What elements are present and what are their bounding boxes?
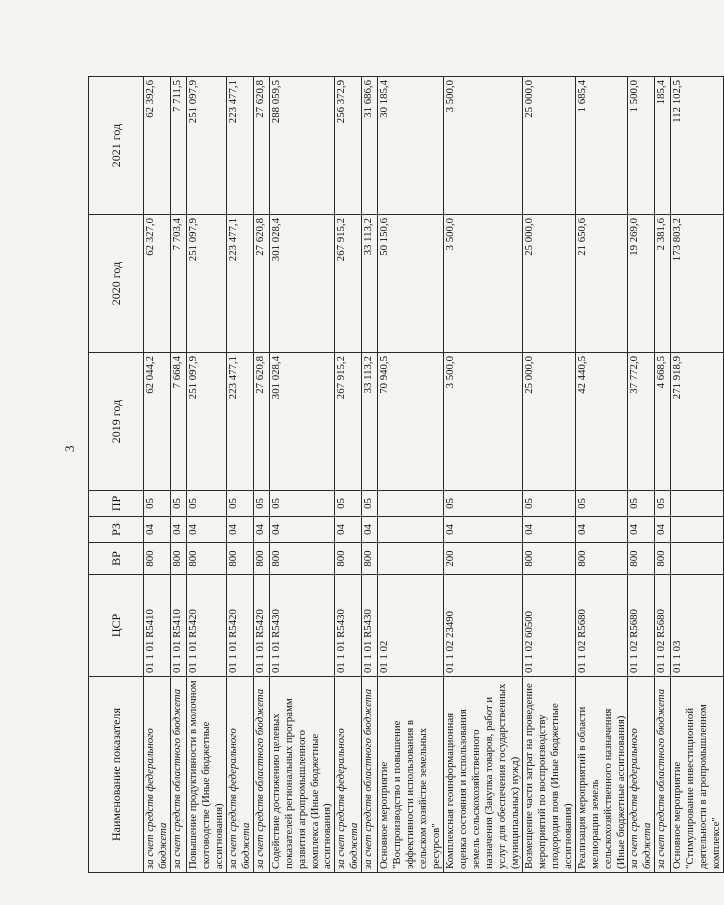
cell-name: Комплексная геоинформационная оценка состояния и использования земель сельскохозяйственного назначения (Закупка товаров, работ и услуг для обеспечения государственных (муниципальных) нужд): [444, 677, 523, 873]
table-row: [655, 77, 671, 873]
cell-2019: 3 500,0: [444, 353, 523, 491]
cell-pr: [378, 491, 444, 517]
cell-2019: 251 097,9: [186, 353, 226, 491]
cell-2021: 112 102,5: [671, 77, 724, 215]
cell-vr: 800: [170, 543, 186, 575]
cell-2021: 256 372,9: [335, 77, 362, 215]
table-row: [226, 77, 253, 873]
cell-2019: 7 668,4: [170, 353, 186, 491]
cell-csr: 01 1 03: [671, 575, 724, 677]
cell-vr: 800: [269, 543, 335, 575]
cell-2019: 70 940,5: [378, 353, 444, 491]
cell-csr: 01 1 01 R5410: [144, 575, 171, 677]
cell-2019: 25 000,0: [522, 353, 575, 491]
cell-2019: 33 113,2: [362, 353, 378, 491]
cell-vr: 800: [575, 543, 628, 575]
budget-table: [88, 76, 724, 873]
cell-pr: 05: [522, 491, 575, 517]
cell-2020: 50 150,6: [378, 215, 444, 353]
cell-name: Возмещение части затрат на проведение мероприятий по воспроизводству плодородия почв (Иные бюджетные ассигнования): [522, 677, 575, 873]
cell-csr: 01 1 02 R5680: [655, 575, 671, 677]
table-row: [628, 77, 655, 873]
cell-name: за счет средств областного бюджета: [362, 677, 378, 873]
cell-2021: 251 097,9: [186, 77, 226, 215]
cell-pr: 05: [575, 491, 628, 517]
cell-name: Основное мероприятие "Стимулирование инвестиционной деятельности в агропромышленном комплексе": [671, 677, 724, 873]
cell-2020: 267 915,2: [335, 215, 362, 353]
cell-pr: 05: [335, 491, 362, 517]
cell-csr: 01 1 01 R5420: [186, 575, 226, 677]
table-row: [269, 77, 335, 873]
cell-pr: 05: [226, 491, 253, 517]
cell-name: Повышение продуктивности в молочном скотоводстве (Иные бюджетные ассигнования): [186, 677, 226, 873]
cell-2020: 301 028,4: [269, 215, 335, 353]
cell-2019: 267 915,2: [335, 353, 362, 491]
cell-csr: 01 1 01 R5430: [269, 575, 335, 677]
cell-rz: 04: [362, 517, 378, 543]
cell-vr: 800: [226, 543, 253, 575]
cell-rz: 04: [655, 517, 671, 543]
cell-pr: 05: [186, 491, 226, 517]
cell-2019: 301 028,4: [269, 353, 335, 491]
cell-rz: 04: [628, 517, 655, 543]
cell-vr: 800: [655, 543, 671, 575]
cell-2021: 30 185,4: [378, 77, 444, 215]
cell-2021: 27 620,8: [253, 77, 269, 215]
page-number: 3: [62, 445, 77, 452]
cell-2019: 4 668,5: [655, 353, 671, 491]
cell-vr: 800: [628, 543, 655, 575]
cell-vr: 800: [186, 543, 226, 575]
cell-2020: 173 803,2: [671, 215, 724, 353]
cell-csr: 01 1 01 R5410: [170, 575, 186, 677]
cell-rz: [378, 517, 444, 543]
cell-rz: 04: [170, 517, 186, 543]
cell-pr: 05: [655, 491, 671, 517]
cell-csr: 01 1 02: [378, 575, 444, 677]
cell-2020: 21 650,6: [575, 215, 628, 353]
cell-2021: 7 711,5: [170, 77, 186, 215]
cell-vr: 800: [522, 543, 575, 575]
col-header-name: Наименование показателя: [89, 677, 144, 873]
cell-2020: 33 113,2: [362, 215, 378, 353]
cell-rz: 04: [444, 517, 523, 543]
cell-csr: 01 1 01 R5430: [335, 575, 362, 677]
col-header-2019: 2019 год: [89, 353, 144, 491]
cell-vr: 800: [144, 543, 171, 575]
cell-rz: 04: [144, 517, 171, 543]
cell-pr: [671, 491, 724, 517]
cell-name: за счет средств областного бюджета: [170, 677, 186, 873]
cell-2020: 19 269,0: [628, 215, 655, 353]
cell-pr: 05: [362, 491, 378, 517]
cell-csr: 01 1 01 R5430: [362, 575, 378, 677]
cell-rz: 04: [335, 517, 362, 543]
col-header-vr: ВР: [89, 543, 144, 575]
table-row: [253, 77, 269, 873]
col-header-2021: 2021 год: [89, 77, 144, 215]
table-row: [444, 77, 523, 873]
cell-name: Основное мероприятие "Воспроизводство и повышение эффективности использования в сельском хозяйстве земельных ресурсов": [378, 677, 444, 873]
cell-2019: 271 918,9: [671, 353, 724, 491]
col-header-pr: ПР: [89, 491, 144, 517]
cell-csr: 01 1 02 R5680: [628, 575, 655, 677]
cell-2020: 27 620,8: [253, 215, 269, 353]
cell-vr: 800: [362, 543, 378, 575]
cell-2021: 31 686,6: [362, 77, 378, 215]
cell-name: за счет средств федерального бюджета: [335, 677, 362, 873]
table-row: [362, 77, 378, 873]
table-row: [671, 77, 724, 873]
table-row: [575, 77, 628, 873]
cell-name: за счет средств областного бюджета: [655, 677, 671, 873]
cell-2020: 7 703,4: [170, 215, 186, 353]
cell-vr: [378, 543, 444, 575]
cell-2019: 27 620,8: [253, 353, 269, 491]
cell-name: Реализация мероприятий в области мелиорации земель сельскохозяйственного назначения (Иные бюджетные ассигнования): [575, 677, 628, 873]
cell-2020: 251 097,9: [186, 215, 226, 353]
table-row: [335, 77, 362, 873]
rotated-page-content: [88, 77, 723, 873]
cell-2020: 3 500,0: [444, 215, 523, 353]
cell-2021: 3 500,0: [444, 77, 523, 215]
cell-csr: 01 1 02 23490: [444, 575, 523, 677]
cell-vr: 800: [335, 543, 362, 575]
cell-rz: 04: [522, 517, 575, 543]
cell-2019: 37 772,0: [628, 353, 655, 491]
cell-rz: 04: [575, 517, 628, 543]
col-header-rz: РЗ: [89, 517, 144, 543]
col-header-2020: 2020 год: [89, 215, 144, 353]
cell-csr: 01 1 01 R5420: [253, 575, 269, 677]
cell-pr: 05: [144, 491, 171, 517]
col-header-csr: ЦСР: [89, 575, 144, 677]
cell-2020: 25 000,0: [522, 215, 575, 353]
cell-2021: 223 477,1: [226, 77, 253, 215]
cell-2021: 1 500,0: [628, 77, 655, 215]
cell-vr: 200: [444, 543, 523, 575]
cell-2021: 25 000,0: [522, 77, 575, 215]
cell-pr: 05: [170, 491, 186, 517]
cell-name: за счет средств федерального бюджета: [144, 677, 171, 873]
cell-2021: 185,4: [655, 77, 671, 215]
cell-pr: 05: [628, 491, 655, 517]
table-row: [170, 77, 186, 873]
cell-rz: 04: [253, 517, 269, 543]
cell-name: за счет средств федерального бюджета: [628, 677, 655, 873]
cell-name: за счет средств федерального бюджета: [226, 677, 253, 873]
cell-csr: 01 1 02 R5680: [575, 575, 628, 677]
cell-pr: 05: [269, 491, 335, 517]
table-row: [186, 77, 226, 873]
cell-rz: [671, 517, 724, 543]
table-row: [378, 77, 444, 873]
cell-csr: 01 1 02 60500: [522, 575, 575, 677]
cell-rz: 04: [226, 517, 253, 543]
table-row: [522, 77, 575, 873]
cell-2020: 223 477,1: [226, 215, 253, 353]
cell-2021: 1 685,4: [575, 77, 628, 215]
cell-rz: 04: [269, 517, 335, 543]
cell-2019: 42 440,5: [575, 353, 628, 491]
cell-2021: 288 059,5: [269, 77, 335, 215]
cell-csr: 01 1 01 R5420: [226, 575, 253, 677]
table-header-row: [89, 77, 144, 873]
cell-vr: [671, 543, 724, 575]
cell-2019: 223 477,1: [226, 353, 253, 491]
cell-pr: 05: [253, 491, 269, 517]
cell-2020: 62 327,0: [144, 215, 171, 353]
cell-rz: 04: [186, 517, 226, 543]
cell-name: за счет средств областного бюджета: [253, 677, 269, 873]
cell-2020: 2 381,6: [655, 215, 671, 353]
cell-name: Содействие достижению целевых показателей региональных программ развития агропромышленного комплекса (Иные бюджетные ассигнования): [269, 677, 335, 873]
cell-vr: 800: [253, 543, 269, 575]
table-row: [144, 77, 171, 873]
cell-pr: 05: [444, 491, 523, 517]
cell-2021: 62 392,6: [144, 77, 171, 215]
cell-2019: 62 044,2: [144, 353, 171, 491]
